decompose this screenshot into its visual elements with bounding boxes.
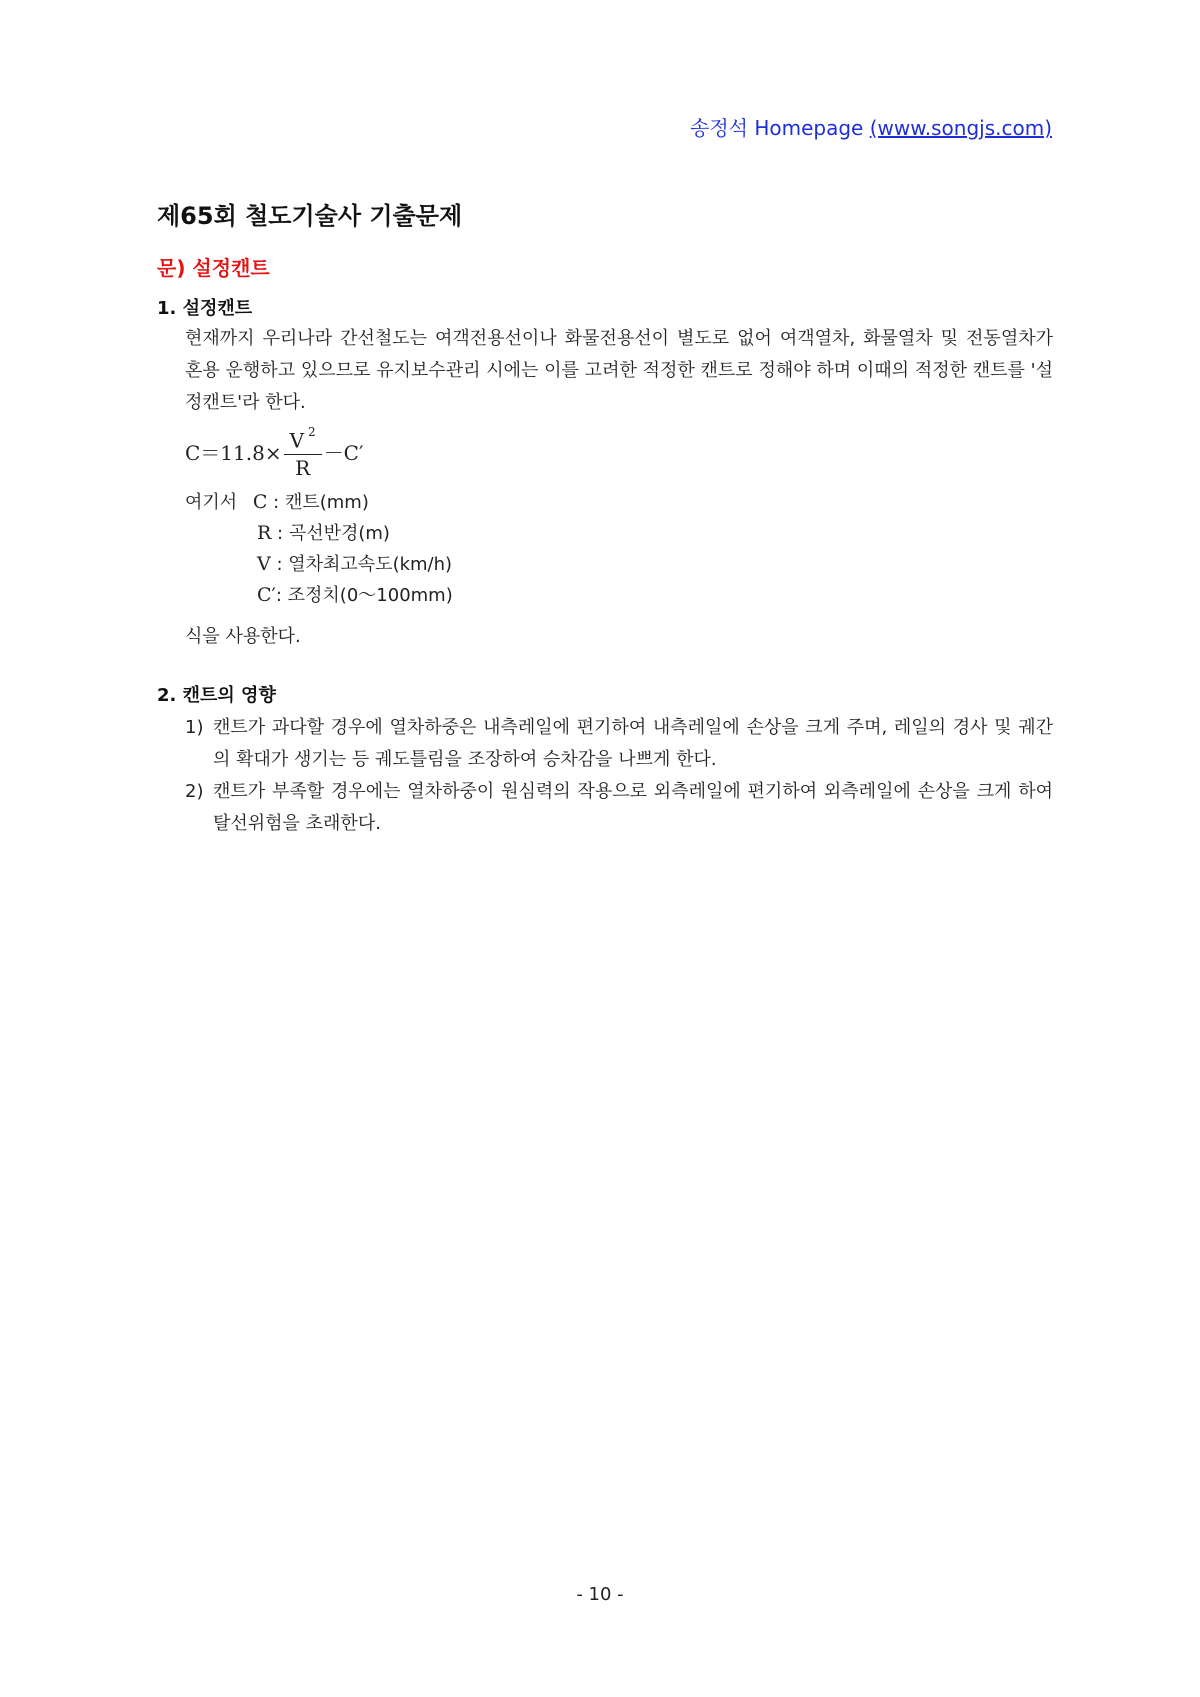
list-item — [185, 776, 1053, 840]
where-label: 여기서 C : 캔트(mm) — [185, 491, 369, 513]
document-title: 제65회 철도기술사 기출문제 — [157, 202, 463, 230]
definition-text: : 캔트(mm) — [267, 492, 369, 513]
section-1-intro: 현재까지 우리나라 간선철도는 여객전용선이나 화물전용선이 별도로 없어 여객열차, 화물열차 및 전동열차가 혼용 운행하고 있으므로 유지보수관리 시에는 이를 고려한 적정한 캔트로 정해야 하며 이때의 적정한 캔트를 '설정캔트'라 한다. — [185, 328, 1053, 413]
formula-exponent: 2 — [308, 425, 316, 440]
formula-lhs: C＝11.8× — [185, 440, 282, 465]
list-item-number: 2) — [185, 781, 204, 802]
list-item-number: 1) — [185, 717, 204, 738]
definition-symbol: C′ — [257, 584, 276, 606]
section-1-conclusion: 식을 사용한다. — [185, 626, 301, 647]
question-heading: 문) 설정캔트 — [157, 256, 270, 280]
definition-symbol: V — [257, 553, 271, 575]
site-label: 송정석 Homepage — [690, 116, 870, 140]
list-item — [185, 712, 1053, 776]
list-item-text: 캔트가 과다할 경우에 열차하중은 내측레일에 편기하여 내측레일에 손상을 크게 주며, 레일의 경사 및 궤간의 확대가 생기는 등 궤도틀림을 조장하여 승차감을 나쁘게 한다. — [213, 717, 1053, 770]
formula-denominator: R — [295, 455, 311, 480]
formula-rhs: －C′ — [323, 440, 364, 465]
definition-text: : 곡선반경(m) — [271, 523, 390, 544]
section-2-heading: 2. 캔트의 영향 — [157, 685, 276, 706]
list-item-text: 캔트가 부족할 경우에는 열차하중이 원심력의 작용으로 외측레일에 편기하여 외측레일에 손상을 크게 하여 탈선위험을 초래한다. — [213, 781, 1053, 834]
definition-text: : 열차최고속도(km/h) — [270, 554, 453, 575]
page-number: - 10 - — [576, 1584, 624, 1605]
definition-symbol: C — [252, 491, 268, 513]
formula-fraction — [284, 424, 322, 480]
definition-row — [257, 550, 452, 576]
cant-formula — [185, 424, 364, 478]
definition-text: : 조정치(0～100mm) — [275, 585, 453, 606]
page-header — [690, 112, 1052, 141]
section-1-heading: 1. 설정캔트 — [157, 298, 253, 319]
definition-symbol: R — [257, 522, 272, 544]
definition-row — [257, 581, 453, 607]
cant-effects-list — [185, 712, 1053, 840]
definition-row — [257, 519, 390, 545]
formula-numerator: V $^2$ — [284, 424, 322, 455]
homepage-url-link[interactable]: (www.songjs.com) — [869, 116, 1052, 140]
